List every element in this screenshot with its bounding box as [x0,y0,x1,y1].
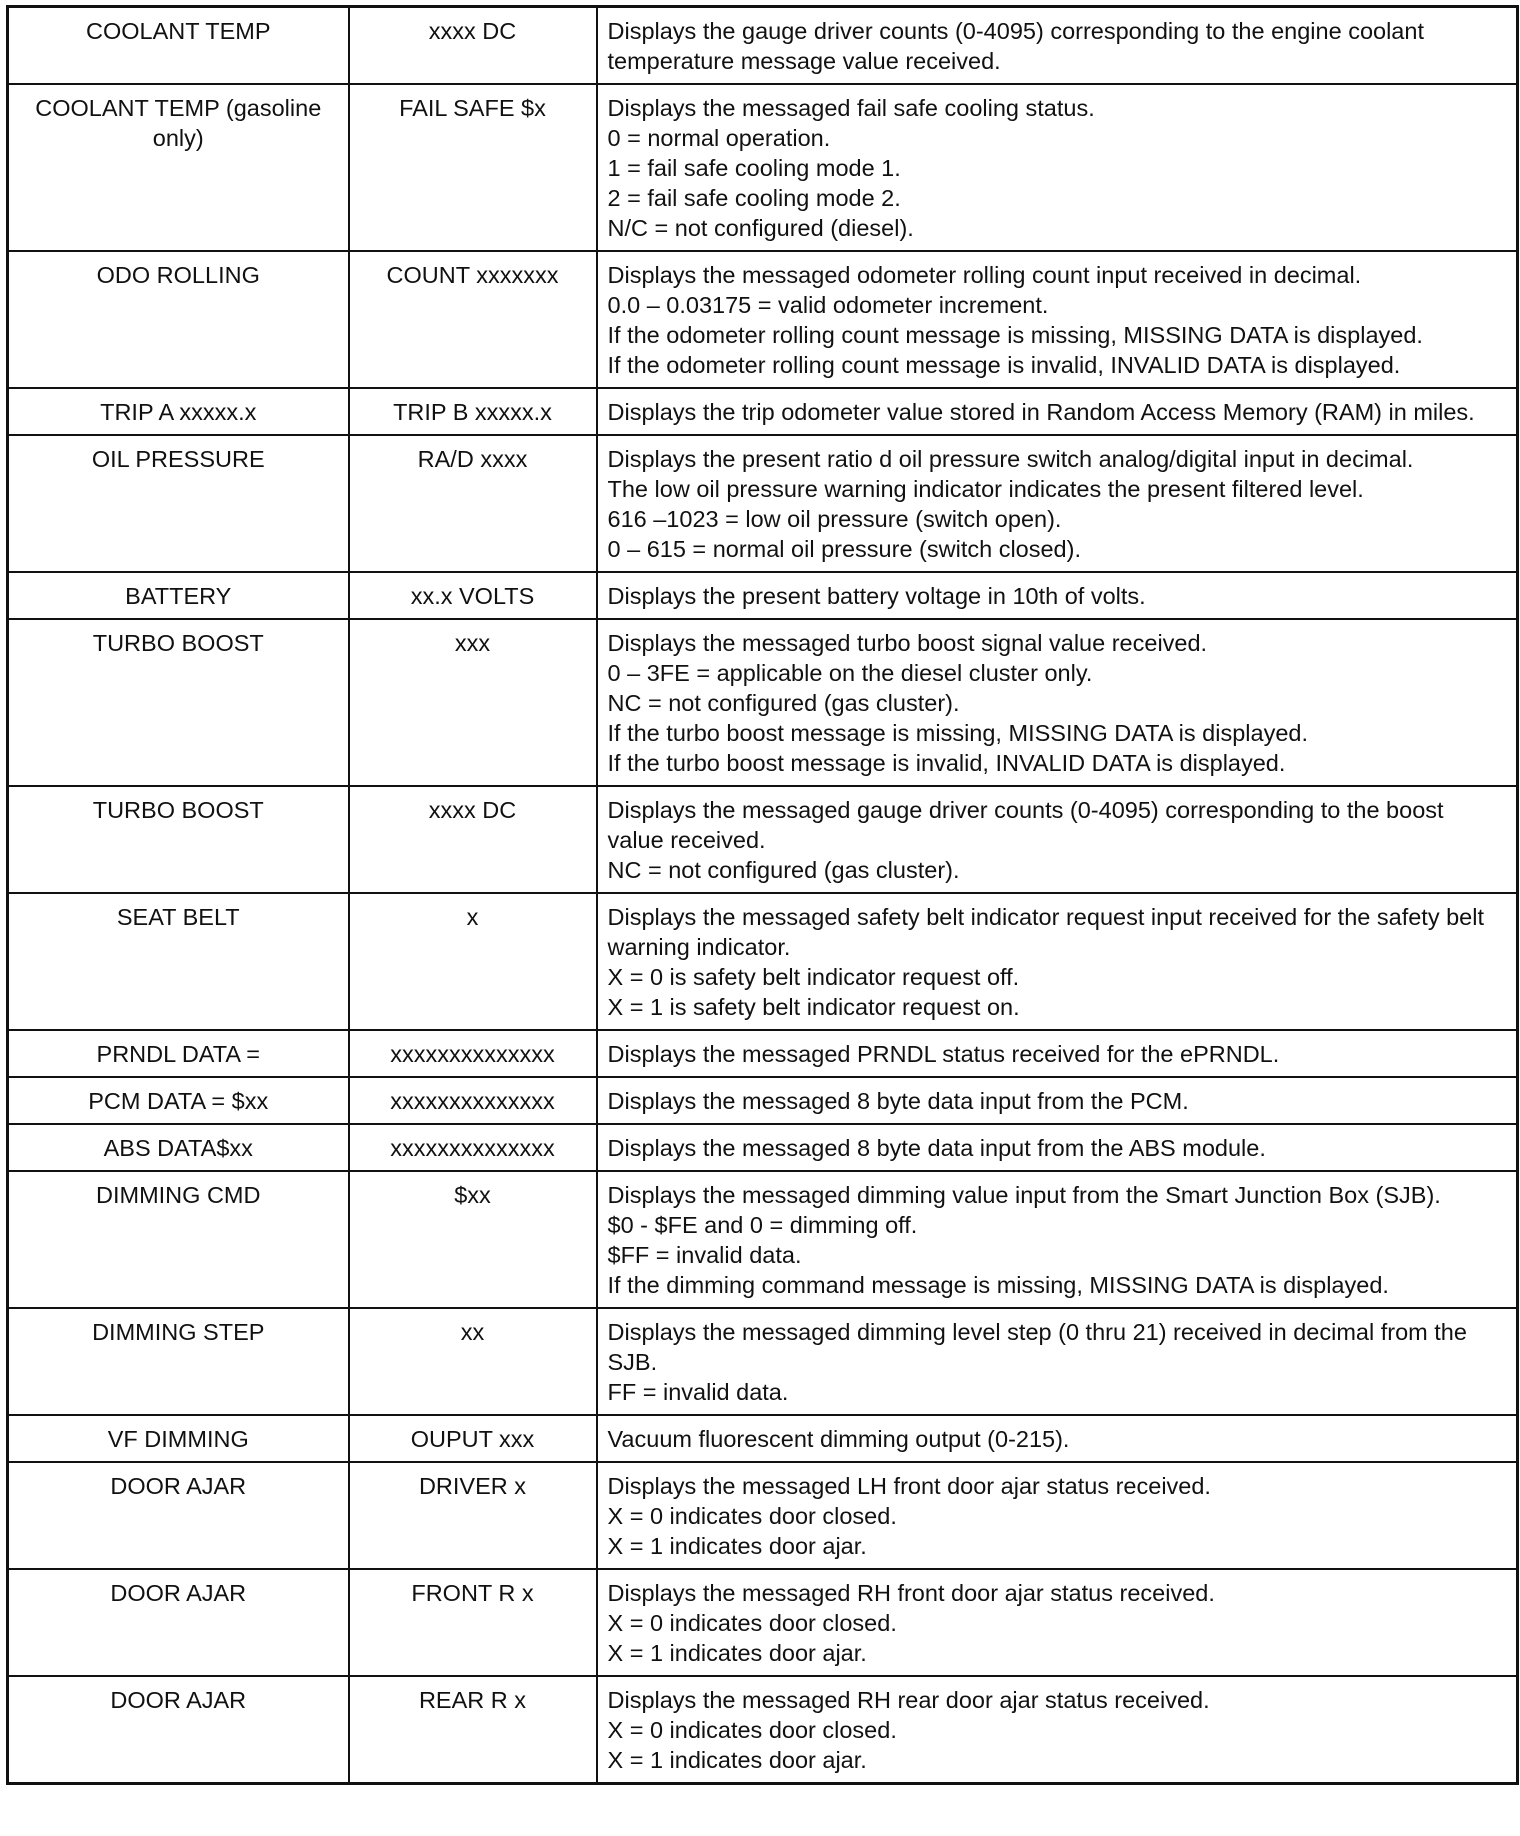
item-cell: COOLANT TEMP (gasoline only) [8,84,349,251]
table-row [8,1569,1518,1676]
description-line: Displays the messaged 8 byte data input from the PCM. [607,1088,1189,1114]
item-cell: DOOR AJAR [8,1569,349,1676]
display-value-cell: xxxx DC [349,7,597,85]
description-line: Displays the messaged dimming level step (0 thru 21) received in decimal from the SJB. [607,1319,1467,1375]
description-line: X = 1 is safety belt indicator request on. [607,994,1020,1020]
description-line: If the dimming command message is missing, MISSING DATA is displayed. [607,1272,1389,1298]
item-cell: TRIP A xxxxx.x [8,388,349,435]
description-line: Displays the present ratio d oil pressure switch analog/digital input in decimal. [607,446,1414,472]
description-cell [597,619,1518,786]
description-line: Displays the messaged RH front door ajar status received. [607,1580,1215,1606]
table-row [8,572,1518,619]
display-value-cell: xx.x VOLTS [349,572,597,619]
description-line: 0.0 – 0.03175 = valid odometer increment. [607,292,1049,318]
table-row [8,7,1518,85]
display-value-cell: REAR R x [349,1676,597,1784]
item-cell: ABS DATA$xx [8,1124,349,1171]
display-value-cell: xxxxxxxxxxxxxx [349,1077,597,1124]
display-value-cell: FRONT R x [349,1569,597,1676]
description-cell [597,435,1518,572]
table-row [8,1030,1518,1077]
table-row [8,1077,1518,1124]
description-line: Displays the messaged RH rear door ajar status received. [607,1687,1210,1713]
description-line: The low oil pressure warning indicator indicates the present filtered level. [607,476,1364,502]
description-line: X = 0 indicates door closed. [607,1503,897,1529]
description-cell [597,7,1518,85]
description-cell [597,1030,1518,1077]
description-line: X = 1 indicates door ajar. [607,1533,867,1559]
description-cell [597,572,1518,619]
display-value-cell: x [349,893,597,1030]
description-line: Vacuum fluorescent dimming output (0-215). [607,1426,1070,1452]
description-line: Displays the messaged 8 byte data input from the ABS module. [607,1135,1266,1161]
description-line: 0 = normal operation. [607,125,831,151]
description-line: Displays the trip odometer value stored in Random Access Memory (RAM) in miles. [607,399,1475,425]
description-line: Displays the messaged safety belt indicator request input received for the safety belt warning indicator. [607,904,1484,960]
description-line: $FF = invalid data. [607,1242,802,1268]
item-cell: TURBO BOOST [8,786,349,893]
display-value-cell: DRIVER x [349,1462,597,1569]
table-row [8,1171,1518,1308]
table-row [8,1308,1518,1415]
description-line: If the odometer rolling count message is invalid, INVALID DATA is displayed. [607,352,1401,378]
description-line: X = 0 is safety belt indicator request off. [607,964,1020,990]
display-value-cell: TRIP B xxxxx.x [349,388,597,435]
description-line: 2 = fail safe cooling mode 2. [607,185,901,211]
display-value-cell: COUNT xxxxxxx [349,251,597,388]
display-value-cell: xxxxxxxxxxxxxx [349,1124,597,1171]
description-line: NC = not configured (gas cluster). [607,857,960,883]
description-cell [597,1569,1518,1676]
table-row [8,1124,1518,1171]
description-line: Displays the present battery voltage in 10th of volts. [607,583,1146,609]
table-row [8,786,1518,893]
description-line: If the turbo boost message is missing, MISSING DATA is displayed. [607,720,1308,746]
item-cell: OIL PRESSURE [8,435,349,572]
display-value-cell: xxx [349,619,597,786]
display-value-cell: FAIL SAFE $x [349,84,597,251]
description-line: Displays the gauge driver counts (0-4095) corresponding to the engine coolant temperature message value received. [607,18,1424,74]
table-row [8,435,1518,572]
description-cell [597,1308,1518,1415]
description-cell [597,84,1518,251]
description-line: Displays the messaged dimming value input from the Smart Junction Box (SJB). [607,1182,1441,1208]
display-value-cell: RA/D xxxx [349,435,597,572]
description-line: X = 1 indicates door ajar. [607,1640,867,1666]
description-cell [597,1171,1518,1308]
item-cell: ODO ROLLING [8,251,349,388]
description-line: Displays the messaged turbo boost signal value received. [607,630,1208,656]
description-line: NC = not configured (gas cluster). [607,690,960,716]
display-value-cell: $xx [349,1171,597,1308]
item-cell: DOOR AJAR [8,1462,349,1569]
description-cell [597,1124,1518,1171]
display-value-cell: xxxx DC [349,786,597,893]
description-line: 0 – 3FE = applicable on the diesel cluster only. [607,660,1093,686]
item-cell: VF DIMMING [8,1415,349,1462]
item-cell: BATTERY [8,572,349,619]
description-cell [597,1462,1518,1569]
diagnostic-display-table [6,5,1519,1785]
item-cell: SEAT BELT [8,893,349,1030]
description-line: Displays the messaged LH front door ajar status received. [607,1473,1211,1499]
description-line: 616 –1023 = low oil pressure (switch open). [607,506,1062,532]
item-cell: PRNDL DATA = [8,1030,349,1077]
description-cell [597,251,1518,388]
item-cell: DOOR AJAR [8,1676,349,1784]
description-line: X = 1 indicates door ajar. [607,1747,867,1773]
description-line: Displays the messaged odometer rolling count input received in decimal. [607,262,1362,288]
description-line: Displays the messaged gauge driver counts (0-4095) corresponding to the boost value received. [607,797,1444,853]
description-cell [597,1077,1518,1124]
item-cell: PCM DATA = $xx [8,1077,349,1124]
description-line: 0 – 615 = normal oil pressure (switch closed). [607,536,1081,562]
display-value-cell: xx [349,1308,597,1415]
item-cell: COOLANT TEMP [8,7,349,85]
description-cell [597,893,1518,1030]
description-cell [597,1676,1518,1784]
description-line: Displays the messaged fail safe cooling status. [607,95,1095,121]
description-line: 1 = fail safe cooling mode 1. [607,155,901,181]
description-line: If the odometer rolling count message is missing, MISSING DATA is displayed. [607,322,1423,348]
description-cell [597,786,1518,893]
description-line: FF = invalid data. [607,1379,789,1405]
item-cell: TURBO BOOST [8,619,349,786]
table-row [8,1415,1518,1462]
table-row [8,251,1518,388]
description-line: Displays the messaged PRNDL status received for the ePRNDL. [607,1041,1280,1067]
description-line: X = 0 indicates door closed. [607,1717,897,1743]
table-row [8,893,1518,1030]
description-cell [597,388,1518,435]
table-body [8,7,1518,1784]
description-line: X = 0 indicates door closed. [607,1610,897,1636]
description-cell [597,1415,1518,1462]
table-row [8,619,1518,786]
item-cell: DIMMING STEP [8,1308,349,1415]
table-row [8,1462,1518,1569]
display-value-cell: OUPUT xxx [349,1415,597,1462]
display-value-cell: xxxxxxxxxxxxxx [349,1030,597,1077]
table-row [8,388,1518,435]
description-line: $0 - $FE and 0 = dimming off. [607,1212,918,1238]
table-row [8,1676,1518,1784]
table-row [8,84,1518,251]
description-line: If the turbo boost message is invalid, INVALID DATA is displayed. [607,750,1286,776]
description-line: N/C = not configured (diesel). [607,215,914,241]
item-cell: DIMMING CMD [8,1171,349,1308]
